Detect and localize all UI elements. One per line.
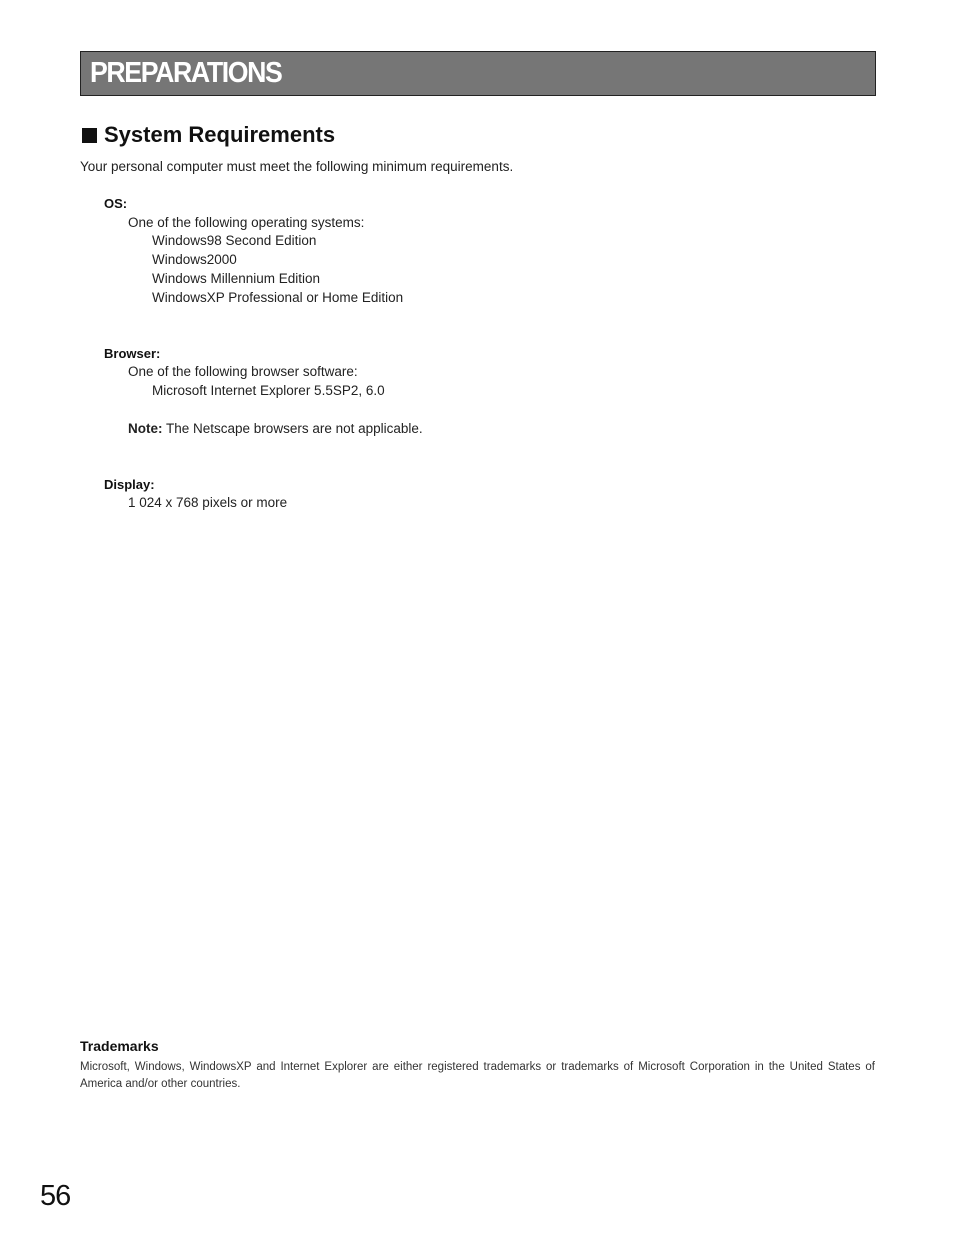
os-list-item: Windows2000 [152,252,237,267]
black-square-icon [82,128,97,143]
section-heading [82,121,335,149]
browser-list [152,381,385,400]
display-description: 1 024 x 768 pixels or more [128,495,288,510]
display-label: Display: [104,477,155,492]
os-list-item: Windows98 Second Edition [152,233,317,248]
trademarks-body: Microsoft, Windows, WindowsXP and Internet Explorer are either registered trademarks or trademarks of Microsoft Corporation in the United States of America and/or other countries. [80,1061,875,1090]
page-number: 56 [40,1180,71,1212]
browser-note [128,419,423,438]
banner-title: PREPARATIONS [90,57,282,89]
section-banner [80,51,876,96]
note-text: The Netscape browsers are not applicable. [162,421,423,436]
os-list [152,231,403,307]
trademarks-heading: Trademarks [80,1038,159,1054]
browser-description: One of the following browser software: [128,364,358,379]
note-label: Note: [128,421,163,436]
os-list-item: Windows Millennium Edition [152,271,321,286]
os-description: One of the following operating systems: [128,215,365,230]
intro-text: Your personal computer must meet the following minimum requirements. [80,159,514,174]
os-label: OS: [104,196,128,211]
browser-list-item: Microsoft Internet Explorer 5.5SP2, 6.0 [152,383,385,398]
os-list-item: WindowsXP Professional or Home Edition [152,290,404,305]
browser-label: Browser: [104,346,161,361]
section-heading-text: System Requirements [104,122,336,147]
